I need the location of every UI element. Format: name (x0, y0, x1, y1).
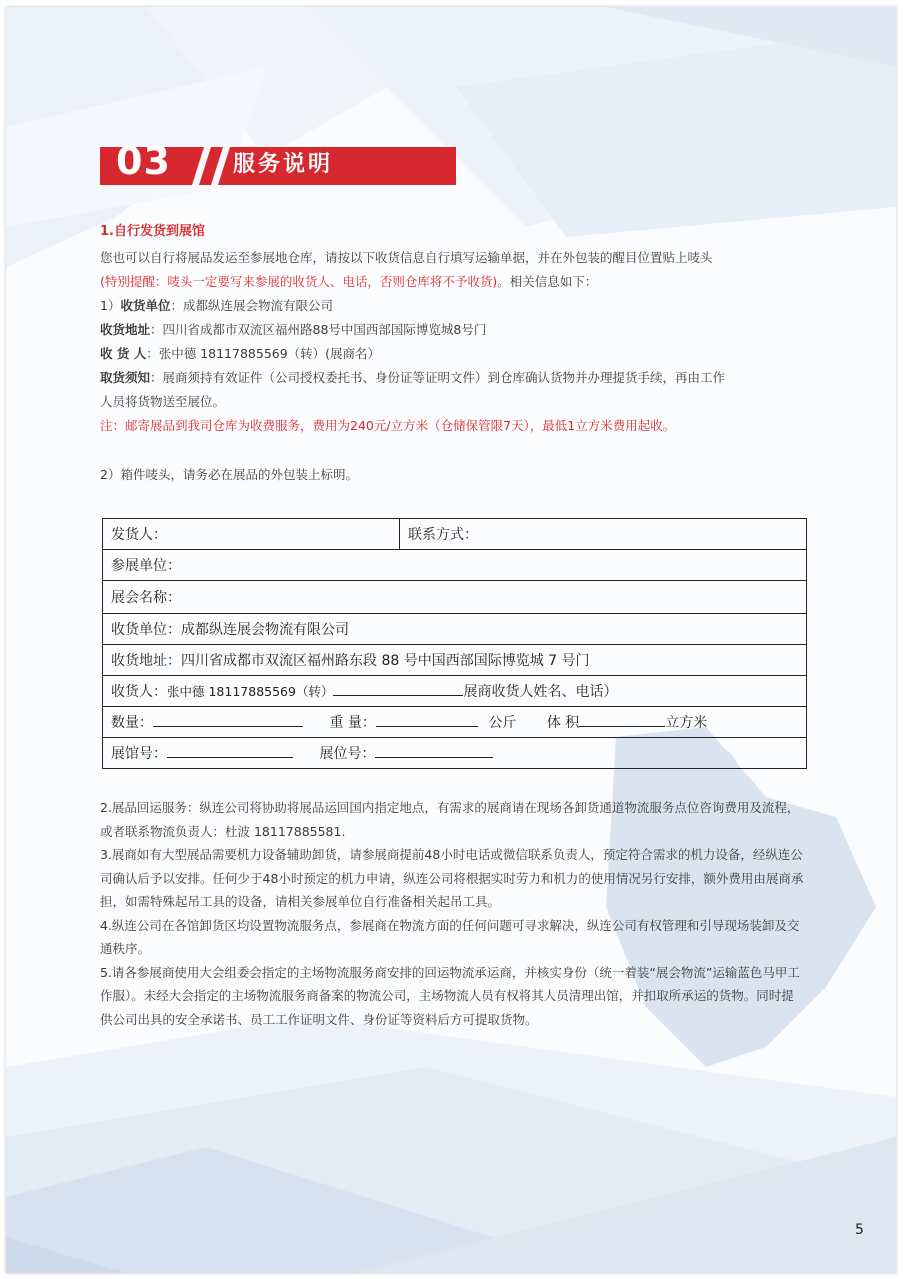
section-title-header: 服务说明 (233, 152, 334, 177)
shipping-mark-form (102, 518, 807, 769)
note-item: 5.请各参展商使用大会组委会指定的主场物流服务商安排的回运物流承运商，并核实身份（统一着装“展会物流”运输蓝色马甲工作服）。未经大会指定的主场物流服务商备案的物流公司，主场物流人员有权将其人员清理出馆，并扣取所承运的货物。同时提供公司出具的安全承诺书、员工工作证明文件、身份证等资料后方可提取货物。 (100, 964, 800, 1027)
note-item: 3.展商如有大型展品需要机力设备辅助卸货，请参展商提前48小时电话或微信联系负责人，预定符合需求的机力设备，经纵连公司确认后予以安排。任何少于48小时预定的机力申请，纵连公司将根据实时劳力和机力的使用情况另行安排，额外费用由展商承担，如需特殊起吊工具的设备，请相关参展单位自行准备相关起吊工具。 (100, 847, 804, 909)
receiver-cell: 收货人：张中德 18117885569（转） 展商收货人姓名、电话） (103, 676, 807, 707)
section-number: 03 (116, 139, 171, 183)
intro-paragraph: 您也可以自行将展品发运至参展地仓库，请按以下收货信息自行填写运输单据，并在外包装的醒目位置贴上唛头 (特别提醒：唛头一定要写来参展的收货人、电话，否则仓库将不予收货)。相关信息如下： 1）收货单位：成都纵连展会物流有限公司 收货地址：四川省成都市双流区福州路88号中国西部国际博览城8号门 收 货 人：张中德 18117885569（转）(展商名） 取货须知：展商须持有效证件（公司授权委托书、身份证等证明文件）到仓库确认货物并办理提货手续，再由工作 人员将货物送至展位。 注：邮寄展品到我司仓库为收费服务，费用为240元/立方米（仓储保管限7天），最低1立方米费用起收。 (100, 250, 726, 433)
note-item: 2.展品回运服务：纵连公司将协助将展品运回国内指定地点，有需求的展商请在现场各卸货通道物流服务点位咨询费用及流程，或者联系物流负责人：杜波 18117885581. (100, 800, 800, 839)
address-cell: 收货地址：四川省成都市双流区福州路东段 88 号中国西部国际博览城 7 号门 (103, 645, 807, 676)
marks-instruction: 2）箱件唛头，请务必在展品的外包装上标明。 (100, 467, 358, 482)
quantity-cell: 数量： 重 量： 公斤 体 积 立方米 (103, 707, 807, 738)
exhibition-cell: 展会名称： (103, 581, 807, 614)
subsection-title: 1.自行发货到展馆 (100, 224, 205, 239)
intro-warning: (特别提醒：唛头一定要写来参展的收货人、电话，否则仓库将不予收货) (100, 274, 498, 289)
note-item: 4.纵连公司在各馆卸货区均设置物流服务点，参展商在物流方面的任何问题可寻求解决，纵连公司有权管理和引导现场装卸及交通秩序。 (100, 917, 800, 956)
service-notes (100, 796, 805, 1031)
shipper-cell: 发货人： (103, 519, 400, 550)
consignee-cell: 收货单位：成都纵连展会物流有限公司 (103, 614, 807, 645)
fee-note: 注：邮寄展品到我司仓库为收费服务，费用为240元/立方米（仓储保管限7天），最低1立方米费用起收。 (100, 418, 676, 433)
page-number: 5 (855, 1222, 864, 1238)
exhibitor-cell: 参展单位： (103, 550, 807, 581)
hall-booth-cell: 展馆号： 展位号： (103, 738, 807, 769)
contact-cell: 联系方式： (400, 519, 807, 550)
